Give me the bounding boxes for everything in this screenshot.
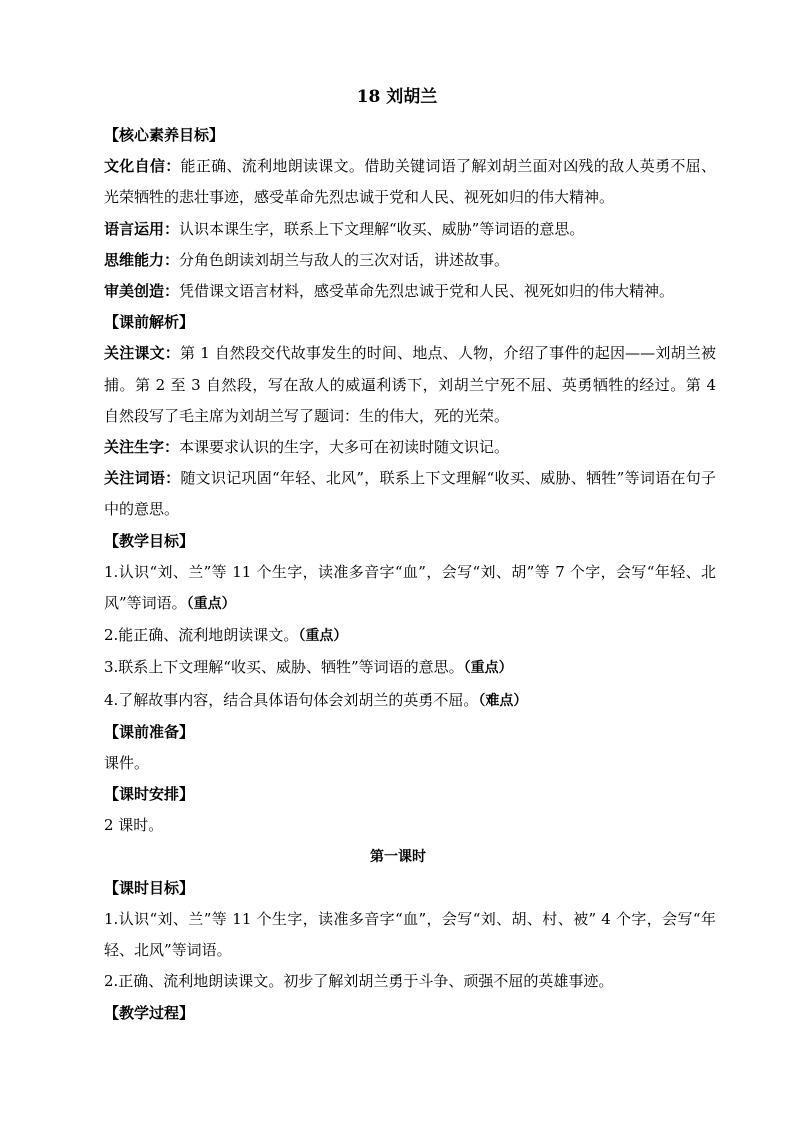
first-lesson-title: 第一课时 [370, 848, 426, 865]
focus-characters-paragraph [80, 432, 716, 463]
core-goal-text: 认识本课生字，联系上下文理解“收买、威胁”等词语的意思。 [179, 219, 585, 238]
analysis-text: 第 1 自然段交代故事发生的时间、地点、人物，介绍了事件的起因——刘胡兰被捕。第 2 至 3 自然段，写在敌人的威逼利诱下，刘胡兰宁死不屈、英勇牺牲的经过。第 4 自然段写了毛主席为刘胡兰写了题词：生的伟大，死的光荣。 [104, 344, 716, 425]
focus-text-paragraph [80, 338, 716, 432]
teaching-goal-text: 4.了解故事内容，结合具体语句体会刘胡兰的英勇不屈。 [104, 690, 479, 709]
teaching-goal-text: 2.能正确、流利地朗读课文。 [104, 626, 299, 645]
teaching-goal-tag: （重点） [298, 628, 348, 645]
schedule-text: 2 课时。 [104, 816, 164, 835]
lesson-goal-item: 2.正确、流利地朗读课文。初步了解刘胡兰勇于斗争、顽强不屈的英雄事迹。 [104, 972, 614, 991]
preparation-text: 课件。 [104, 754, 150, 773]
teaching-goal-item [80, 652, 716, 684]
core-goal-text: 能正确、流利地朗读课文。借助关键词语了解刘胡兰面对凶残的敌人英勇不屈、光荣牺牲的悲壮事迹，感受革命先烈忠诚于党和人民、视死如归的伟大精神。 [104, 157, 716, 207]
core-goal-label: 语言运用： [104, 219, 180, 238]
teaching-goals-heading: 【教学目标】 [104, 531, 195, 550]
teaching-goal-text: 3.联系上下文理解“收买、威胁、牺牲”等词语的意思。 [104, 658, 464, 677]
schedule-heading: 【课时安排】 [104, 785, 195, 804]
document-body [80, 120, 716, 1029]
analysis-label: 关注课文： [104, 344, 181, 363]
teaching-goal-tag: （重点） [186, 596, 236, 613]
core-goal-text: 凭借课文语言材料，感受革命先烈忠诚于党和人民、视死如归的伟大精神。 [179, 282, 675, 301]
teaching-process-heading: 【教学过程】 [104, 1003, 195, 1022]
core-goal-language [80, 214, 716, 245]
teaching-goal-tag: （难点） [478, 692, 528, 709]
analysis-text: 本课要求认识的生字，大多可在初读时随文识记。 [179, 438, 510, 457]
core-goal-thinking [80, 245, 716, 276]
teaching-goal-tag: （重点） [463, 660, 513, 677]
core-goal-text: 分角色朗读刘胡兰与敌人的三次对话，讲述故事。 [179, 250, 510, 269]
teaching-goal-item [80, 620, 716, 652]
analysis-label: 关注词语： [104, 469, 181, 488]
analysis-text: 随文识记巩固“年轻、北风”，联系上下文理解“收买、威胁、牺牲”等词语在句子中的意思。 [104, 469, 716, 519]
pre-analysis-heading: 【课前解析】 [104, 313, 195, 332]
core-goal-label: 文化自信： [104, 157, 181, 176]
core-goal-label: 思维能力： [104, 250, 180, 269]
core-goal-culture [80, 151, 716, 213]
lesson-title: 18 刘胡兰 [356, 87, 438, 107]
preparation-heading: 【课前准备】 [104, 722, 195, 741]
lesson-goal-item: 1.认识“刘、兰”等 11 个生字，读准多音字“血”，会写“刘、胡、村、被” 4 个字，会写“年轻、北风”等词语。 [104, 910, 716, 960]
core-goals-heading: 【核心素养目标】 [104, 126, 225, 144]
teaching-goal-item [80, 685, 716, 717]
teaching-goal-item [80, 557, 716, 620]
focus-words-paragraph [80, 463, 716, 525]
core-goal-label: 审美创造： [104, 282, 180, 301]
lesson-goals-heading: 【课时目标】 [104, 878, 195, 897]
core-goal-aesthetic [80, 276, 716, 307]
analysis-label: 关注生字： [104, 438, 180, 457]
teaching-goal-text: 1.认识“刘、兰”等 11 个生字，读准多音字“血”，会写“刘、胡”等 7 个字，会写“年轻、北风”等词语。 [104, 562, 716, 613]
